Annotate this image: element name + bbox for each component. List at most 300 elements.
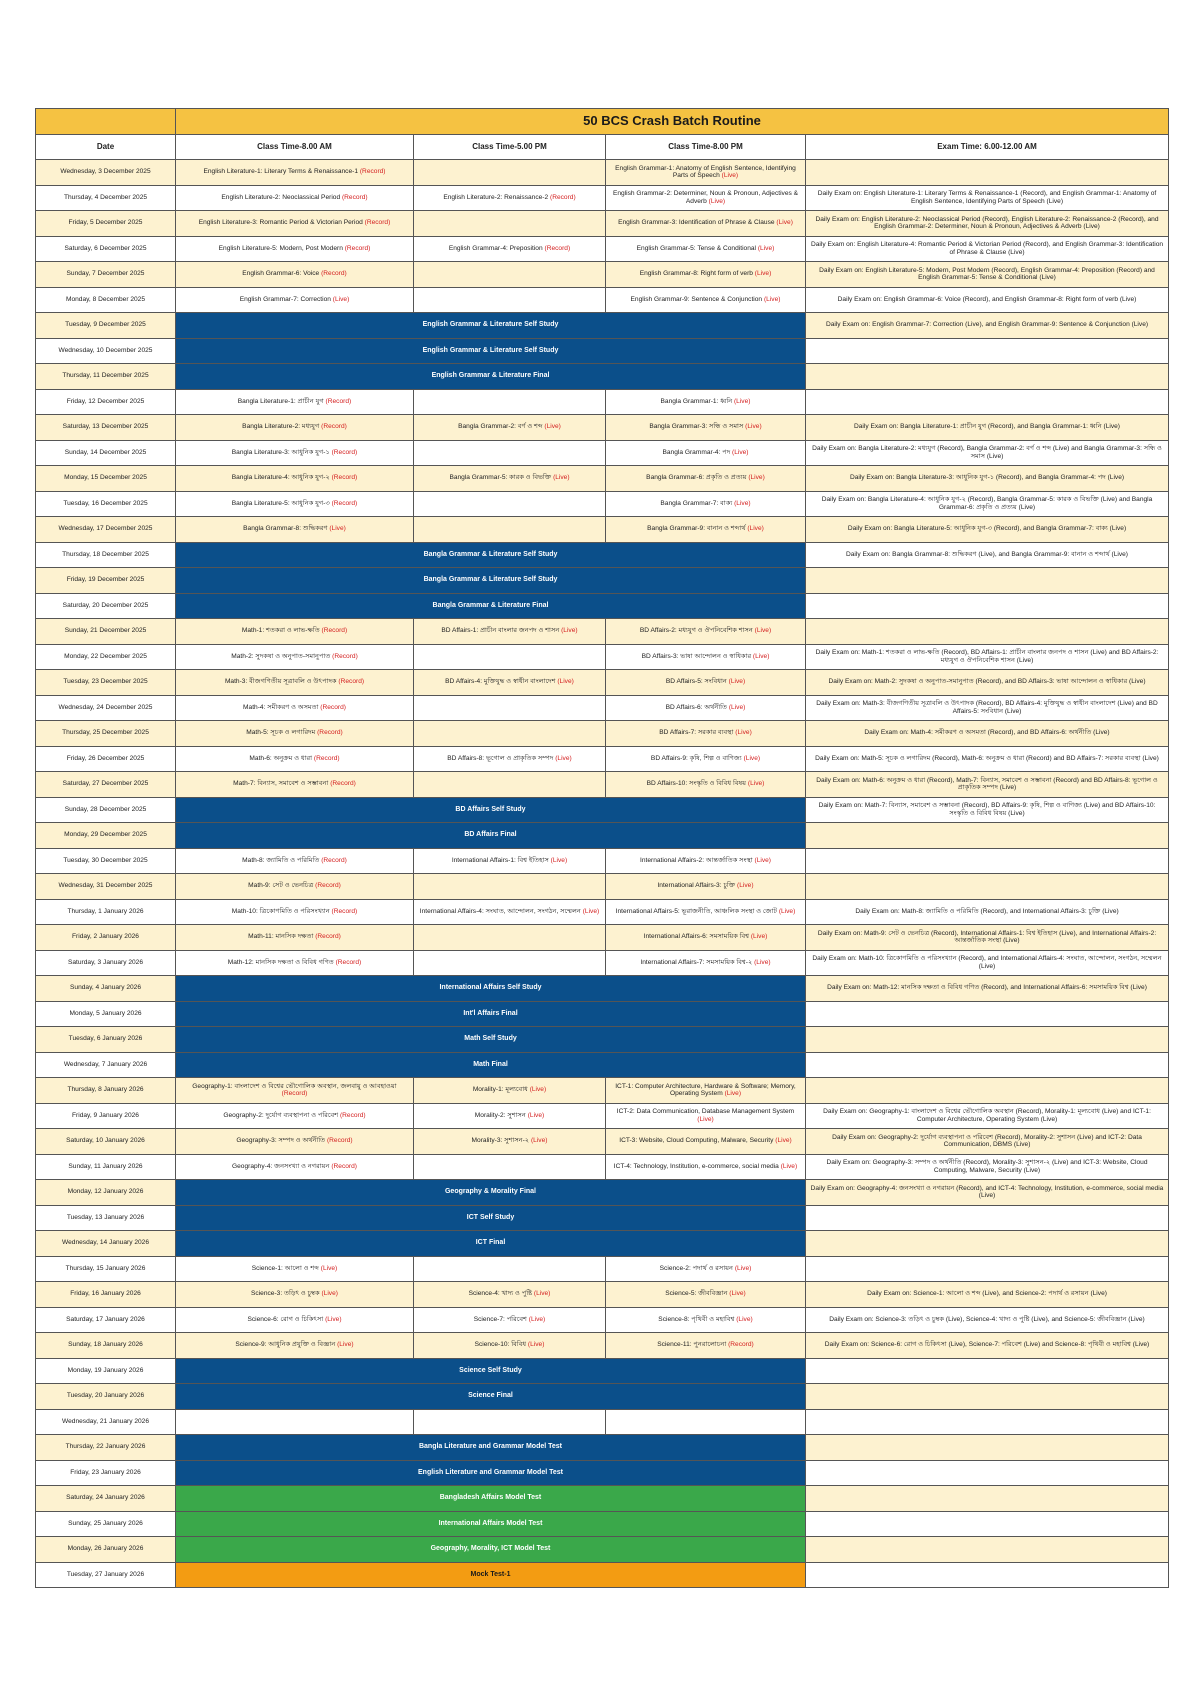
date-text: Sunday, 7 December 2025 bbox=[66, 270, 145, 278]
schedule-row bbox=[36, 1154, 1169, 1180]
banner-label: Math Final bbox=[473, 1060, 508, 1068]
class-topic: Math-8: জ্যামিতি ও পরিমিতি bbox=[242, 856, 320, 864]
exam-cell bbox=[806, 415, 1169, 441]
exam-cell bbox=[806, 211, 1169, 237]
class-8pm-cell bbox=[606, 160, 806, 186]
class-topic: International Affairs-5: ভূরাজনীতি, আঞ্চলিক সংস্থা ও জোট bbox=[615, 907, 777, 915]
class-5pm-cell bbox=[414, 236, 606, 262]
date-cell bbox=[36, 160, 176, 186]
class-mode-tag: (Live) bbox=[728, 678, 746, 686]
date-cell bbox=[36, 772, 176, 798]
banner-label: English Grammar & Literature Self Study bbox=[422, 321, 559, 329]
schedule-row bbox=[36, 1435, 1169, 1461]
date-cell bbox=[36, 440, 176, 466]
exam-cell bbox=[806, 338, 1169, 364]
date-text: Sunday, 14 December 2025 bbox=[64, 448, 147, 456]
date-cell bbox=[36, 695, 176, 721]
class-8pm-cell bbox=[606, 644, 806, 670]
class-topic: Geography-1: বাংলাদেশ ও বিশ্বের ভৌগোলিক অবস্থান, জলবায়ু ও আবহাওয়া bbox=[192, 1082, 397, 1090]
date-text: Monday, 15 December 2025 bbox=[64, 474, 147, 482]
class-topic: English Grammar-6: Voice bbox=[242, 270, 320, 278]
exam-cell bbox=[806, 670, 1169, 696]
banner-label: ICT Self Study bbox=[466, 1213, 515, 1221]
exam-cell bbox=[806, 1384, 1169, 1410]
class-topic: Math-10: ত্রিকোণমিতি ও পরিসংখ্যান bbox=[231, 907, 330, 915]
schedule-row bbox=[36, 670, 1169, 696]
class-mode-tag: (Live) bbox=[325, 1315, 342, 1323]
schedule-row bbox=[36, 517, 1169, 543]
date-text: Wednesday, 31 December 2025 bbox=[58, 882, 153, 890]
schedule-row bbox=[36, 619, 1169, 645]
date-text: Friday, 19 December 2025 bbox=[66, 576, 145, 584]
schedule-row bbox=[36, 1511, 1169, 1537]
class-8pm-cell bbox=[606, 670, 806, 696]
class-topic: Bangla Grammar-5: কারক ও বিভক্তি bbox=[449, 474, 552, 482]
date-cell bbox=[36, 1435, 176, 1461]
date-cell bbox=[36, 313, 176, 339]
class-topic: Bangla Grammar-3: সন্ধি ও সমাস bbox=[649, 423, 744, 431]
date-cell bbox=[36, 746, 176, 772]
banner-label: Bangladesh Affairs Model Test bbox=[439, 1494, 542, 1502]
exam-cell bbox=[806, 1027, 1169, 1053]
class-5pm-cell bbox=[414, 1282, 606, 1308]
schedule-row bbox=[36, 695, 1169, 721]
exam-cell bbox=[806, 619, 1169, 645]
class-8am-cell bbox=[176, 721, 414, 747]
class-mode-tag: (Record) bbox=[320, 703, 346, 711]
self-study-banner bbox=[176, 1180, 806, 1206]
schedule-row bbox=[36, 1537, 1169, 1563]
class-8am-cell bbox=[176, 1282, 414, 1308]
self-study-banner bbox=[176, 1205, 806, 1231]
class-topic: English Literature-5: Modern, Post Modern bbox=[218, 244, 343, 252]
schedule-row bbox=[36, 1027, 1169, 1053]
class-8am-cell bbox=[176, 1129, 414, 1155]
schedule-row bbox=[36, 389, 1169, 415]
class-8pm-cell bbox=[606, 1409, 806, 1435]
title-row bbox=[36, 109, 1169, 135]
class-topic: Math-12: মানসিক দক্ষতা ও বিবিধ গণিত bbox=[227, 958, 334, 966]
class-8am-cell bbox=[176, 644, 414, 670]
class-topic: Bangla Literature-1: প্রাচীন যুগ bbox=[237, 397, 324, 405]
exam-cell bbox=[806, 466, 1169, 492]
exam-text: Daily Exam on: Math-10: ত্রিকোণমিতি ও পরিসংখ্যান (Record), and International Affairs-4: সংঘাত, আন্দোলন, সংগঠন, সম্মেলন (Live) bbox=[812, 955, 1162, 970]
class-mode-tag: (Live) bbox=[557, 678, 574, 686]
date-cell bbox=[36, 262, 176, 288]
class-5pm-cell bbox=[414, 1409, 606, 1435]
date-cell bbox=[36, 542, 176, 568]
class-5pm-cell bbox=[414, 1154, 606, 1180]
exam-cell bbox=[806, 1180, 1169, 1206]
exam-cell bbox=[806, 1358, 1169, 1384]
schedule-row bbox=[36, 1460, 1169, 1486]
class-mode-tag: (Live) bbox=[321, 1290, 338, 1298]
self-study-banner bbox=[176, 1001, 806, 1027]
class-5pm-cell bbox=[414, 160, 606, 186]
exam-cell bbox=[806, 950, 1169, 976]
class-mode-tag: (Record) bbox=[317, 729, 343, 737]
exam-cell bbox=[806, 1562, 1169, 1588]
exam-cell bbox=[806, 1537, 1169, 1563]
class-8am-cell bbox=[176, 1409, 414, 1435]
date-text: Wednesday, 17 December 2025 bbox=[58, 525, 153, 533]
date-cell bbox=[36, 670, 176, 696]
class-8am-cell bbox=[176, 262, 414, 288]
class-topic: Bangla Literature-3: আধুনিক যুগ-১ bbox=[231, 448, 330, 456]
class-topic: English Grammar-9: Sentence & Conjunction bbox=[630, 295, 763, 303]
class-topic: BD Affairs-1: প্রাচীন বাংলার জনপদ ও শাসন bbox=[441, 627, 560, 635]
header-class-8am: Class Time-8.00 AM bbox=[176, 134, 414, 160]
exam-cell bbox=[806, 517, 1169, 543]
class-5pm-cell bbox=[414, 517, 606, 543]
schedule-row bbox=[36, 1486, 1169, 1512]
exam-text: Daily Exam on: Geography-3: সম্পদ ও অর্থনীতি (Record), Morality-3: সুশাসন-২ (Live) and ICT-3: Website, Cloud Computing, Malware, Security (Live) bbox=[826, 1159, 1148, 1174]
date-text: Friday, 12 December 2025 bbox=[66, 397, 145, 405]
date-cell bbox=[36, 415, 176, 441]
routine-table bbox=[35, 108, 1169, 1588]
class-mode-tag: (Live) bbox=[754, 270, 772, 278]
self-study-banner bbox=[176, 364, 806, 390]
class-8pm-cell bbox=[606, 1103, 806, 1129]
class-mode-tag: (Record) bbox=[331, 499, 358, 507]
exam-cell bbox=[806, 1307, 1169, 1333]
class-topic: English Grammar-4: Preposition bbox=[448, 244, 543, 252]
class-mode-tag: (Record) bbox=[321, 423, 347, 431]
class-mode-tag: (Live) bbox=[734, 1264, 752, 1272]
class-topic: BD Affairs-4: মুক্তিযুদ্ধ ও স্বাধীন বাংলাদেশ bbox=[445, 678, 556, 686]
exam-cell bbox=[806, 976, 1169, 1002]
exam-cell bbox=[806, 262, 1169, 288]
class-topic: English Literature-1: Literary Terms & Renaissance-1 bbox=[203, 168, 359, 176]
class-mode-tag: (Live) bbox=[708, 197, 726, 205]
exam-cell bbox=[806, 797, 1169, 823]
class-topic: ICT-1: Computer Architecture, Hardware & Software; Memory, Operating System bbox=[615, 1082, 796, 1098]
schedule-row bbox=[36, 1562, 1169, 1588]
class-mode-tag: (Live) bbox=[724, 1090, 742, 1098]
date-text: Tuesday, 20 January 2026 bbox=[66, 1392, 145, 1400]
banner-label: Math Self Study bbox=[464, 1035, 517, 1043]
class-5pm-cell bbox=[414, 925, 606, 951]
date-text: Monday, 26 January 2026 bbox=[67, 1545, 144, 1553]
date-text: Thursday, 4 December 2025 bbox=[63, 193, 148, 201]
class-topic: Bangla Literature-5: আধুনিক যুগ-৩ bbox=[231, 499, 330, 507]
class-8pm-cell bbox=[606, 389, 806, 415]
date-text: Tuesday, 16 December 2025 bbox=[63, 499, 148, 507]
date-cell bbox=[36, 1409, 176, 1435]
date-cell bbox=[36, 1001, 176, 1027]
date-cell bbox=[36, 1129, 176, 1155]
date-text: Wednesday, 10 December 2025 bbox=[58, 346, 153, 354]
class-mode-tag: (Live) bbox=[734, 499, 751, 507]
exam-cell bbox=[806, 160, 1169, 186]
exam-text: Daily Exam on: Math-3: বীজগণিতীয় সূত্রাবলি ও উৎপাদক (Record), BD Affairs-4: মুক্তিযুদ্ধ ও স্বাধীন বাংলাদেশ (Live) and BD Affairs-5: সংবিধান (Live) bbox=[816, 700, 1158, 715]
date-text: Tuesday, 23 December 2025 bbox=[63, 678, 148, 686]
class-8pm-cell bbox=[606, 746, 806, 772]
schedule-row bbox=[36, 185, 1169, 211]
class-8pm-cell bbox=[606, 236, 806, 262]
class-mode-tag: (Record) bbox=[281, 1090, 308, 1098]
class-topic: Math-9: সেট ও ভেনচিত্র bbox=[248, 882, 314, 890]
class-8pm-cell bbox=[606, 950, 806, 976]
class-topic: International Affairs-1: বিশ্ব ইতিহাস bbox=[451, 856, 549, 864]
date-cell bbox=[36, 874, 176, 900]
class-topic: Geography-4: জনসংখ্যা ও নগরায়ন bbox=[232, 1162, 330, 1170]
date-cell bbox=[36, 185, 176, 211]
class-8pm-cell bbox=[606, 899, 806, 925]
self-study-banner bbox=[176, 1052, 806, 1078]
exam-text: Daily Exam on: Math-8: জ্যামিতি ও পরিমিতি (Record), and International Affairs-3: চুক্তি (Live) bbox=[855, 907, 1119, 915]
exam-cell bbox=[806, 1103, 1169, 1129]
exam-cell bbox=[806, 287, 1169, 313]
class-topic: International Affairs-6: সমসাময়িক বিশ্ব bbox=[643, 933, 749, 941]
exam-text: Daily Exam on: English Literature-4: Romantic Period & Victorian Period (Record), and English Grammar-3: Identification of Phrase & Clause (Live) bbox=[810, 241, 1164, 256]
schedule-row bbox=[36, 1282, 1169, 1308]
class-mode-tag: (Record) bbox=[364, 219, 391, 227]
date-text: Thursday, 25 December 2025 bbox=[62, 729, 149, 737]
class-8am-cell bbox=[176, 466, 414, 492]
date-cell bbox=[36, 823, 176, 849]
date-cell bbox=[36, 1256, 176, 1282]
banner-label: Bangla Literature and Grammar Model Test bbox=[418, 1443, 562, 1451]
date-cell bbox=[36, 1205, 176, 1231]
banner-label: Bangla Grammar & Literature Self Study bbox=[423, 576, 558, 584]
class-mode-tag: (Record) bbox=[359, 168, 386, 176]
exam-cell bbox=[806, 1282, 1169, 1308]
date-text: Wednesday, 14 January 2026 bbox=[62, 1239, 149, 1247]
class-topic: Bangla Grammar-1: ধ্বনি bbox=[660, 397, 733, 405]
exam-cell bbox=[806, 491, 1169, 517]
class-topic: English Grammar-5: Tense & Conditional bbox=[636, 244, 756, 252]
class-mode-tag: (Live) bbox=[728, 703, 746, 711]
schedule-row bbox=[36, 721, 1169, 747]
class-8pm-cell bbox=[606, 287, 806, 313]
class-8pm-cell bbox=[606, 1129, 806, 1155]
date-cell bbox=[36, 466, 176, 492]
exam-text: Daily Exam on: Bangla Literature-1: প্রাচীন যুগ (Record), and Bangla Grammar-1: ধ্বনি (Live) bbox=[854, 423, 1121, 431]
date-text: Monday, 12 January 2026 bbox=[67, 1188, 144, 1196]
date-text: Wednesday, 21 January 2026 bbox=[62, 1417, 149, 1425]
class-mode-tag: (Live) bbox=[775, 1137, 792, 1145]
schedule-row bbox=[36, 287, 1169, 313]
class-5pm-cell bbox=[414, 848, 606, 874]
class-5pm-cell bbox=[414, 772, 606, 798]
class-topic: Bangla Grammar-9: বানান ও শব্দার্থ bbox=[647, 525, 746, 533]
schedule-row bbox=[36, 976, 1169, 1002]
class-8am-cell bbox=[176, 1333, 414, 1359]
banner-label: Mock Test-1 bbox=[470, 1570, 511, 1578]
date-text: Tuesday, 9 December 2025 bbox=[65, 321, 146, 329]
date-cell bbox=[36, 1078, 176, 1104]
class-topic: Math-6: অনুক্রম ও ধারা bbox=[249, 754, 313, 762]
exam-cell bbox=[806, 848, 1169, 874]
class-5pm-cell bbox=[414, 899, 606, 925]
class-8pm-cell bbox=[606, 874, 806, 900]
date-cell bbox=[36, 338, 176, 364]
class-mode-tag: (Live) bbox=[754, 856, 771, 864]
date-cell bbox=[36, 1231, 176, 1257]
class-mode-tag: (Record) bbox=[331, 907, 358, 915]
class-topic: ICT-4: Technology, Institution, e-commerce, social media bbox=[613, 1162, 779, 1170]
class-5pm-cell bbox=[414, 619, 606, 645]
date-text: Wednesday, 3 December 2025 bbox=[60, 168, 151, 176]
class-mode-tag: (Record) bbox=[321, 627, 348, 635]
self-study-banner bbox=[176, 593, 806, 619]
date-cell bbox=[36, 1384, 176, 1410]
schedule-row bbox=[36, 568, 1169, 594]
class-8pm-cell bbox=[606, 185, 806, 211]
self-study-banner bbox=[176, 1358, 806, 1384]
class-topic: Math-11: মানসিক দক্ষতা bbox=[248, 933, 314, 941]
exam-cell bbox=[806, 1486, 1169, 1512]
class-topic: Bangla Literature-4: আধুনিক যুগ-২ bbox=[231, 474, 330, 482]
class-topic: BD Affairs-10: সংস্কৃতি ও বিবিধ বিষয় bbox=[646, 780, 747, 788]
date-text: Saturday, 27 December 2025 bbox=[62, 780, 149, 788]
exam-text: Daily Exam on: Bangla Literature-3: আধুনিক যুগ-১ (Record), and Bangla Grammar-4: পদ (Live) bbox=[849, 474, 1125, 482]
class-8am-cell bbox=[176, 695, 414, 721]
class-8am-cell bbox=[176, 236, 414, 262]
class-mode-tag: (Live) bbox=[747, 780, 765, 788]
class-8am-cell bbox=[176, 619, 414, 645]
date-text: Saturday, 20 December 2025 bbox=[62, 601, 149, 609]
schedule-row bbox=[36, 823, 1169, 849]
date-cell bbox=[36, 236, 176, 262]
class-8pm-cell bbox=[606, 440, 806, 466]
date-cell bbox=[36, 1358, 176, 1384]
class-8am-cell bbox=[176, 517, 414, 543]
exam-cell bbox=[806, 568, 1169, 594]
class-mode-tag: (Live) bbox=[754, 958, 771, 966]
date-cell bbox=[36, 1333, 176, 1359]
class-mode-tag: (Record) bbox=[315, 882, 341, 890]
class-topic: BD Affairs-6: অর্থনীতি bbox=[665, 703, 727, 711]
class-mode-tag: (Record) bbox=[331, 448, 358, 456]
exam-cell bbox=[806, 695, 1169, 721]
date-cell bbox=[36, 797, 176, 823]
class-topic: English Literature-2: Neoclassical Period bbox=[221, 193, 341, 201]
schedule-row bbox=[36, 338, 1169, 364]
class-5pm-cell bbox=[414, 1333, 606, 1359]
class-mode-tag: (Record) bbox=[313, 754, 340, 762]
class-topic: Bangla Grammar-6: প্রকৃতি ও প্রত্যয় bbox=[646, 474, 747, 482]
class-topic: Science-10: বিবিধ bbox=[474, 1341, 527, 1349]
date-cell bbox=[36, 976, 176, 1002]
exam-cell bbox=[806, 721, 1169, 747]
schedule-row bbox=[36, 874, 1169, 900]
class-mode-tag: (Live) bbox=[332, 295, 350, 303]
schedule-row bbox=[36, 1205, 1169, 1231]
banner-label: English Literature and Grammar Model Test bbox=[418, 1468, 563, 1476]
class-8am-cell bbox=[176, 746, 414, 772]
schedule-row bbox=[36, 1180, 1169, 1206]
date-text: Sunday, 18 January 2026 bbox=[68, 1341, 143, 1349]
schedule-row bbox=[36, 364, 1169, 390]
exam-cell bbox=[806, 542, 1169, 568]
header-exam-time: Exam Time: 6.00-12.00 AM bbox=[806, 134, 1169, 160]
exam-text: Daily Exam on: Math-5: সূচক ও লগারিদম (Record), Math-6: অনুক্রম ও ধারা (Record) and BD Affairs-7: সরকার ব্যবস্থা (Live) bbox=[815, 754, 1159, 762]
class-8pm-cell bbox=[606, 415, 806, 441]
class-5pm-cell bbox=[414, 491, 606, 517]
class-8am-cell bbox=[176, 415, 414, 441]
schedule-row bbox=[36, 848, 1169, 874]
self-study-banner bbox=[176, 313, 806, 339]
exam-cell bbox=[806, 746, 1169, 772]
class-mode-tag: (Live) bbox=[553, 474, 570, 482]
class-topic: Math-4: সমীকরণ ও অসমতা bbox=[243, 703, 319, 711]
date-cell bbox=[36, 568, 176, 594]
class-mode-tag: (Live) bbox=[337, 1341, 354, 1349]
class-mode-tag: (Live) bbox=[528, 1315, 546, 1323]
exam-text: Daily Exam on: Science-6: রোগ ও চিকিৎসা (Live), Science-7: পরিবেশ (Live) and Science-8: পৃথিবী ও মহাবিশ্ব (Live) bbox=[824, 1341, 1150, 1349]
date-text: Sunday, 28 December 2025 bbox=[64, 805, 147, 813]
banner-label: English Grammar & Literature Final bbox=[431, 372, 550, 380]
schedule-row bbox=[36, 211, 1169, 237]
class-5pm-cell bbox=[414, 1307, 606, 1333]
class-8am-cell bbox=[176, 185, 414, 211]
date-text: Tuesday, 13 January 2026 bbox=[66, 1213, 145, 1221]
class-topic: English Literature-2: Renaissance-2 bbox=[443, 193, 549, 201]
column-header-row bbox=[36, 134, 1169, 160]
exam-cell bbox=[806, 1460, 1169, 1486]
exam-cell bbox=[806, 874, 1169, 900]
class-5pm-cell bbox=[414, 389, 606, 415]
date-text: Thursday, 11 December 2025 bbox=[62, 372, 149, 380]
class-topic: BD Affairs-8: ভূগোল ও প্রাকৃতিক সম্পদ bbox=[447, 754, 554, 762]
date-text: Sunday, 11 January 2026 bbox=[68, 1162, 143, 1170]
banner-label: International Affairs Self Study bbox=[439, 984, 542, 992]
routine-title: 50 BCS Crash Batch Routine bbox=[176, 109, 1169, 135]
class-topic: BD Affairs-2: মধ্যযুগ ও ঔপনিবেশিক শাসন bbox=[639, 627, 753, 635]
date-cell bbox=[36, 593, 176, 619]
date-text: Thursday, 18 December 2025 bbox=[62, 550, 149, 558]
class-8pm-cell bbox=[606, 772, 806, 798]
class-mode-tag: (Record) bbox=[341, 193, 368, 201]
date-text: Friday, 26 December 2025 bbox=[66, 754, 145, 762]
schedule-row bbox=[36, 797, 1169, 823]
date-cell bbox=[36, 287, 176, 313]
class-5pm-cell bbox=[414, 415, 606, 441]
exam-text: Daily Exam on: Math-12: মানসিক দক্ষতা ও বিবিধ গণিত (Record), and International Affairs-6: সমসাময়িক বিশ্ব (Live) bbox=[827, 984, 1147, 992]
banner-label: Bangla Grammar & Literature Final bbox=[432, 601, 549, 609]
self-study-banner bbox=[176, 1537, 806, 1563]
class-mode-tag: (Live) bbox=[743, 754, 761, 762]
self-study-banner bbox=[176, 1460, 806, 1486]
header-class-5pm: Class Time-5.00 PM bbox=[414, 134, 606, 160]
self-study-banner bbox=[176, 1384, 806, 1410]
class-topic: Science-9: আধুনিক প্রযুক্তি ও বিজ্ঞান bbox=[235, 1341, 336, 1349]
class-8am-cell bbox=[176, 874, 414, 900]
class-mode-tag: (Live) bbox=[721, 172, 739, 180]
schedule-row bbox=[36, 1307, 1169, 1333]
class-topic: BD Affairs-7: সরকার ব্যবস্থা bbox=[659, 729, 734, 737]
class-topic: Bangla Grammar-2: বর্ণ ও শব্দ bbox=[458, 423, 543, 431]
class-topic: International Affairs-2: আন্তর্জাতিক সংস্থা bbox=[640, 856, 753, 864]
class-topic: Science-7: পরিবেশ bbox=[473, 1315, 527, 1323]
schedule-row bbox=[36, 1001, 1169, 1027]
schedule-row bbox=[36, 1358, 1169, 1384]
exam-text: Daily Exam on: Bangla Literature-5: আধুনিক যুগ-৩ (Record), and Bangla Grammar-7: বাক্য (Live) bbox=[847, 525, 1127, 533]
class-topic: Science-5: জীববিজ্ঞান bbox=[665, 1290, 728, 1298]
date-text: Monday, 29 December 2025 bbox=[64, 831, 147, 839]
schedule-row bbox=[36, 899, 1169, 925]
exam-cell bbox=[806, 440, 1169, 466]
banner-label: BD Affairs Final bbox=[464, 831, 517, 839]
banner-label: Science Self Study bbox=[459, 1366, 522, 1374]
class-5pm-cell bbox=[414, 287, 606, 313]
class-topic: Morality-3: সুশাসন-২ bbox=[471, 1137, 530, 1145]
class-mode-tag: (Record) bbox=[339, 1111, 366, 1119]
exam-cell bbox=[806, 389, 1169, 415]
date-cell bbox=[36, 721, 176, 747]
